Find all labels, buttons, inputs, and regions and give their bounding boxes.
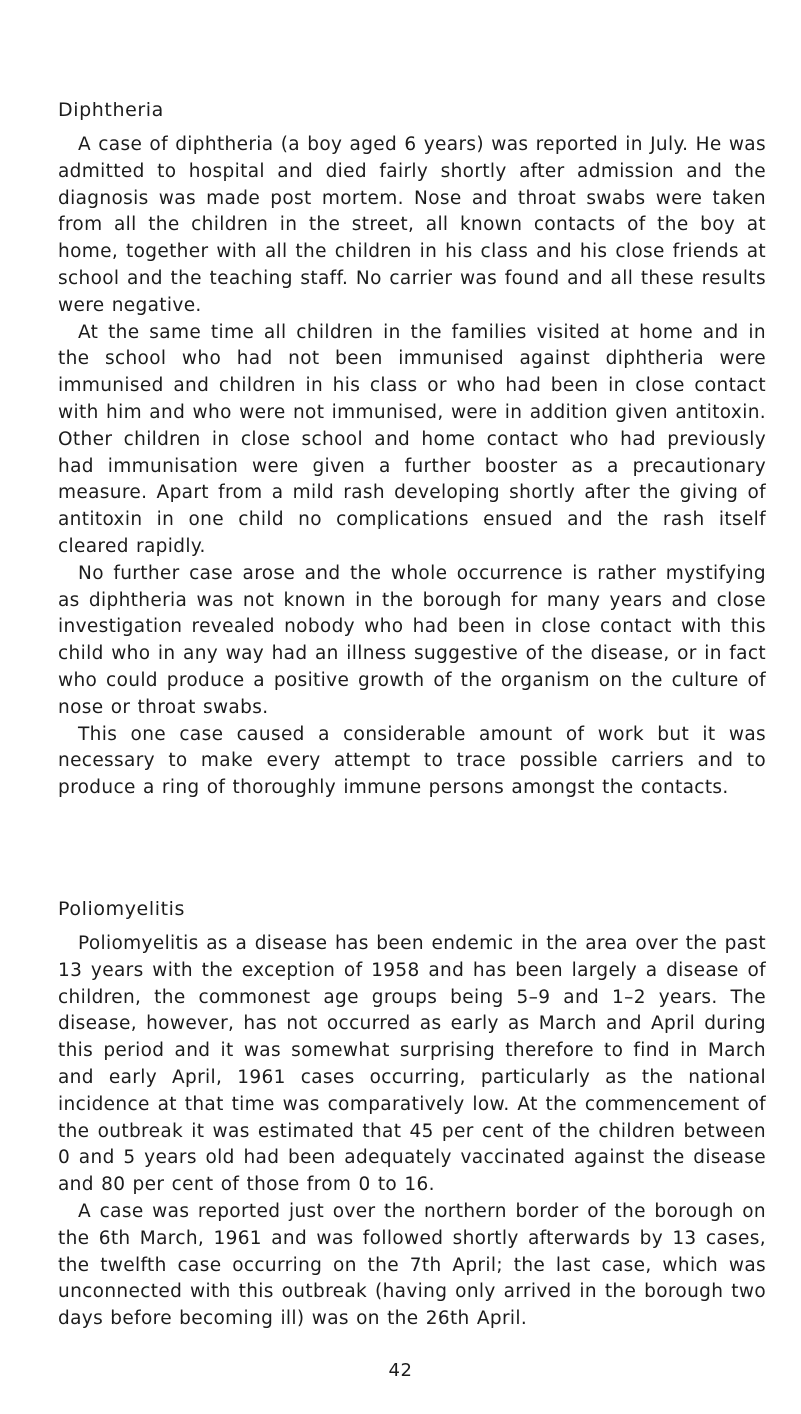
section-heading-diphtheria: Diphtheria: [58, 99, 164, 121]
poliomyelitis-section: [58, 895, 766, 1333]
poliomyelitis-paragraph-2: A case was reported just over the northern border of the borough on the 6th March, 1961 and was followed shortly afterwards by 13 cases, the twelfth case occurring on the 7th April; the last case, which was unconnected with this outbreak (having only arrived in the borough two days before becoming ill) was on the 26th April.: [58, 1200, 766, 1330]
poliomyelitis-paragraph-1: Poliomyelitis as a disease has been endemic in the area over the past 13 years with the exception of 1958 and has been largely a disease of children, the commonest age groups being 5–9 and 1–2 years. The disease, however, has not occurred as early as March and April during this period and it was somewhat surprising therefore to find in March and early April, 1961 cases occurring, particularly as the national incidence at that time was comparatively low. At the commencement of the outbreak it was estimated that 45 per cent of the children between 0 and 5 years old had been adequately vaccinated against the disease and 80 per cent of those from 0 to 16.: [58, 933, 766, 1196]
section-heading-poliomyelitis: Poliomyelitis: [58, 898, 186, 920]
diphtheria-paragraph-4: This one case caused a considerable amount of work but it was necessary to make every attempt to trace possible carriers and to produce a ring of thoroughly immune persons amongst the contacts.: [58, 723, 766, 799]
diphtheria-paragraph-1: A case of diphtheria (a boy aged 6 years) was reported in July. He was admitted to hospital and died fairly shortly after admission and the diagnosis was made post mortem. Nose and throat swabs were taken from all the children in the street, all known contacts of the boy at home, together with all the children in his class and his close friends at school and the teaching staff. No carrier was found and all these results were negative.: [58, 134, 766, 316]
diphtheria-paragraph-2: At the same time all children in the families visited at home and in the school who had not been immunised against diphtheria were immunised and children in his class or who had been in close contact with him and who were not immunised, were in addition given antitoxin. Other children in close school and home contact who had previously had immunisation were given a further booster as a precautionary measure. Apart from a mild rash developing shortly after the giving of antitoxin in one child no complications ensued and the rash itself cleared rapidly.: [58, 321, 766, 557]
diphtheria-paragraph-3: No further case arose and the whole occurrence is rather mystifying as diphtheria was not known in the borough for many years and close investigation revealed nobody who had been in close contact with this child who in any way had an illness suggestive of the disease, or in fact who could produce a positive growth of the organism on the culture of nose or throat swabs.: [58, 562, 766, 718]
page-number: 42: [388, 1360, 413, 1381]
diphtheria-section: [58, 96, 766, 802]
